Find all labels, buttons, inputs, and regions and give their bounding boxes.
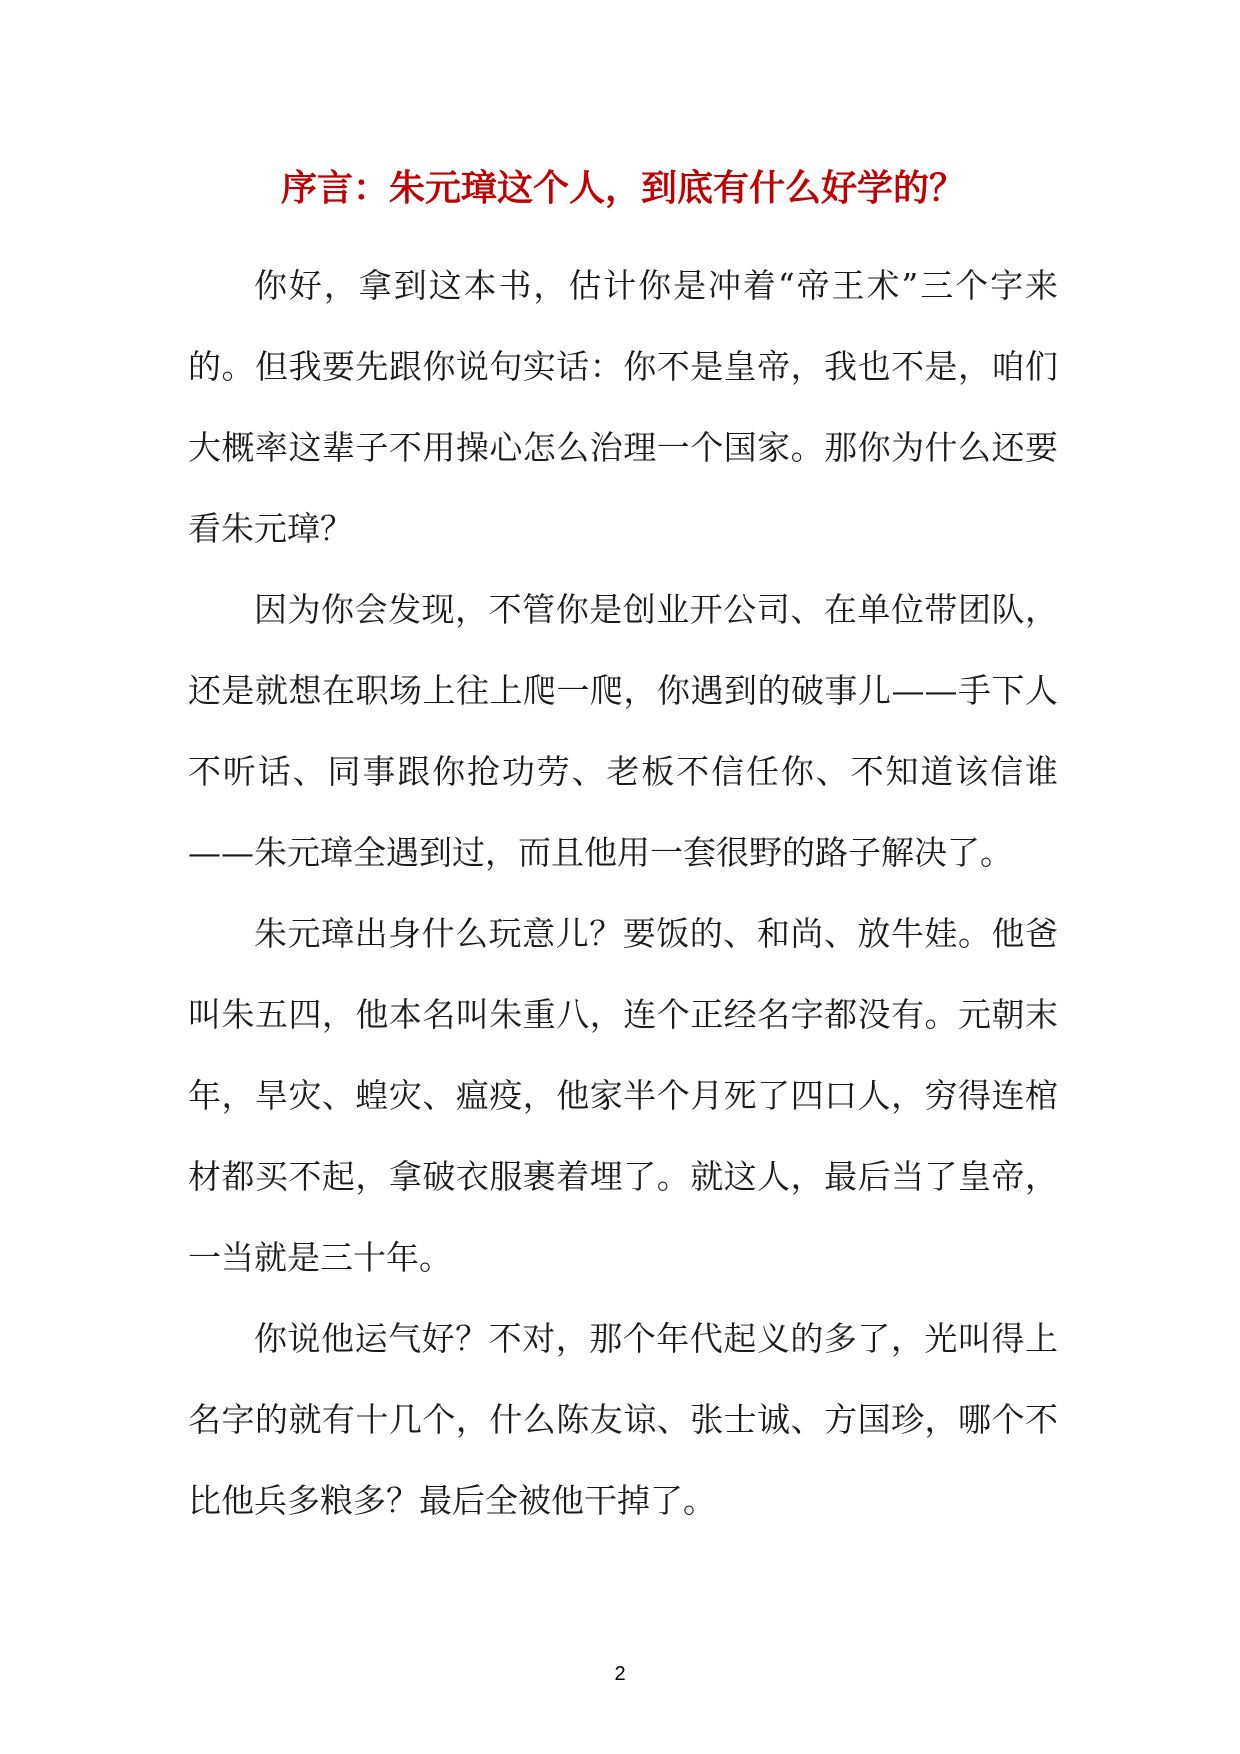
paragraph-3: 朱元璋出身什么玩意儿？要饭的、和尚、放牛娃。他爸叫朱五四，他本名叫朱重八，连个正经名字都没有。元朝末年，旱灾、蝗灾、瘟疫，他家半个月死了四口人，穷得连棺材都买不起，拿破衣服裹着埋了。就这人，最后当了皇帝，一当就是三十年。 <box>188 914 1058 1277</box>
body-text <box>188 245 1058 1541</box>
chapter-title: 序言：朱元璋这个人，到底有什么好学的？ <box>280 167 965 209</box>
paragraph-4: 你说他运气好？不对，那个年代起义的多了，光叫得上名字的就有十几个，什么陈友谅、张士诚、方国珍，哪个不比他兵多粮多？最后全被他干掉了。 <box>188 1319 1058 1520</box>
page-number: 2 <box>614 1663 626 1685</box>
paragraph-2: 因为你会发现，不管你是创业开公司、在单位带团队，还是就想在职场上往上爬一爬，你遇到的破事儿——手下人不听话、同事跟你抢功劳、老板不信任你、不知道该信谁——朱元璋全遇到过，而且他用一套很野的路子解决了。 <box>188 590 1058 872</box>
paragraph-1: 你好，拿到这本书，估计你是冲着“帝王术”三个字来的。但我要先跟你说句实话：你不是皇帝，我也不是，咱们大概率这辈子不用操心怎么治理一个国家。那你为什么还要看朱元璋？ <box>188 266 1058 548</box>
